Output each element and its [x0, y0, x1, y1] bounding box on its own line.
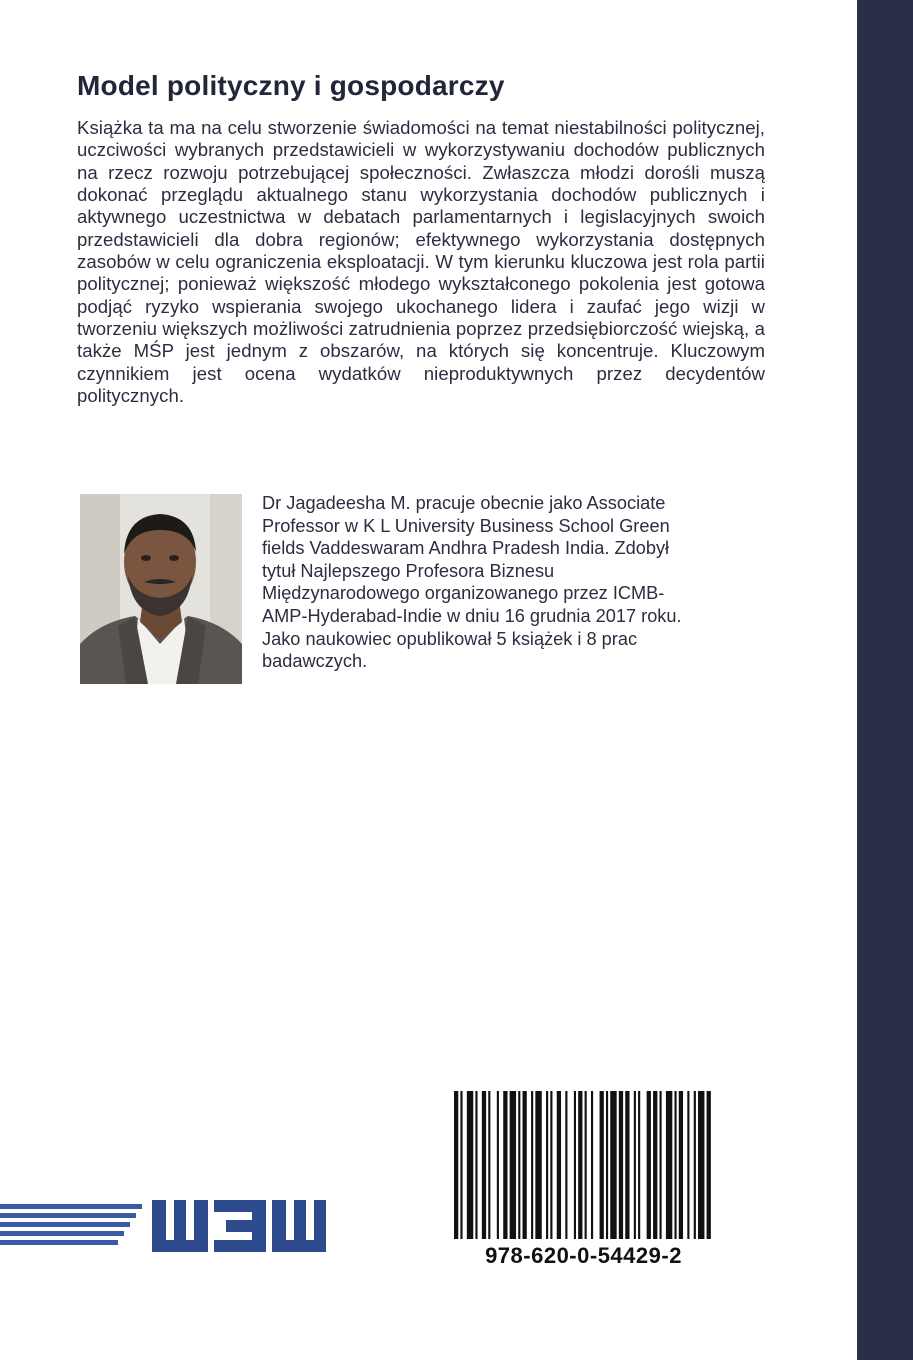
barcode-bar [666, 1091, 672, 1239]
author-bio-line: tytuł Najlepszego Profesora Biznesu [262, 560, 555, 581]
barcode-bar [634, 1091, 636, 1239]
barcode-bar [550, 1091, 552, 1239]
barcode-bar [488, 1091, 490, 1239]
barcode-bar [523, 1091, 527, 1239]
barcode-bar [638, 1091, 640, 1239]
isbn-barcode-block [446, 1083, 721, 1278]
author-bio-line: Jako naukowiec opublikował 5 książek i 8 prac [262, 628, 638, 649]
barcode-bar [510, 1091, 516, 1239]
barcode-bar [565, 1091, 567, 1239]
book-title: Model polityczny i gospodarczy [77, 70, 505, 101]
barcode-bar [647, 1091, 651, 1239]
barcode-bar [698, 1091, 704, 1239]
barcode-bar [578, 1091, 582, 1239]
author-bio-line: badawczych. [262, 651, 368, 672]
barcode-bar [535, 1091, 541, 1239]
barcode-bar [531, 1091, 533, 1239]
author-photo [80, 494, 242, 684]
barcode-bar [694, 1091, 696, 1239]
barcode-bar [460, 1091, 462, 1239]
barcode-bar [574, 1091, 576, 1239]
barcode-bar [454, 1091, 458, 1239]
w3w-logo-icon [0, 1196, 330, 1258]
barcode-bar [653, 1091, 657, 1239]
barcode-bar [679, 1091, 683, 1239]
barcode-bar [557, 1091, 561, 1239]
book-spine [857, 0, 913, 1360]
barcode-bar [619, 1091, 623, 1239]
barcode-bar [475, 1091, 477, 1239]
barcode-bar [606, 1091, 608, 1239]
barcode-bar [625, 1091, 629, 1239]
author-bio-line: Dr Jagadeesha M. pracuje obecnie jako Associate [262, 493, 666, 513]
author-bio-line: Międzynarodowego organizowanego przez ICMB- [262, 583, 665, 604]
barcode-bar [659, 1091, 661, 1239]
author-portrait-icon [80, 494, 242, 684]
barcode-bar [591, 1091, 593, 1239]
barcode-bar [585, 1091, 587, 1239]
barcode-bar [707, 1091, 711, 1239]
barcode-bar [674, 1091, 676, 1239]
author-bio-line: AMP-Hyderabad-Indie w dniu 16 grudnia 2017 roku. [262, 605, 682, 626]
barcode-bar [497, 1091, 499, 1239]
author-bio [262, 492, 742, 673]
barcode-bar [467, 1091, 473, 1239]
barcode-bar [687, 1091, 689, 1239]
publisher-logo [0, 1196, 330, 1258]
book-blurb: Książka ta ma na celu stworzenie świadomości na temat niestabilności politycznej, uczciwości wybranych przedstawicieli w wykorzystywaniu dochodów publicznych na rzecz rozwoju potrzebującej społeczności. Zwłaszcza młodzi dorośli muszą dokonać przeglądu aktualnego stanu wykorzystania dochodów publicznych i aktywnego uczestnictwa w debatach parlamentarnych i legislacyjnych swoich przedstawicieli dla dobra regionów; efektywnego wykorzystania dostępnych zasobów w celu ograniczenia eksploatacji. W tym kierunku kluczowa jest rola partii politycznej; ponieważ większość młodego wykształconego pokolenia jest gotowa podjąć ryzyko wspierania swojego ukochanego lidera i zaufać jego wizji w tworzeniu większych możliwości zatrudnienia poprzez przedsiębiorczość wiejską, a także MŚP jest jednym z obszarów, na których się koncentruje. Kluczowym czynnikiem jest ocena wydatków nieproduktywnych przez decydentów politycznych. [77, 117, 765, 407]
isbn-number: 978-620-0-54429-2 [485, 1243, 682, 1268]
barcode-bar [503, 1091, 507, 1239]
barcode-bar [482, 1091, 486, 1239]
barcode-bar [518, 1091, 520, 1239]
isbn-barcode-icon [454, 1091, 713, 1239]
author-bio-line: Professor w K L University Business School Green [262, 515, 670, 536]
barcode-bar [546, 1091, 548, 1239]
barcode-bar [610, 1091, 616, 1239]
barcode-bar [600, 1091, 604, 1239]
author-bio-line: fields Vaddeswaram Andhra Pradesh India. Zdobył [262, 538, 670, 559]
